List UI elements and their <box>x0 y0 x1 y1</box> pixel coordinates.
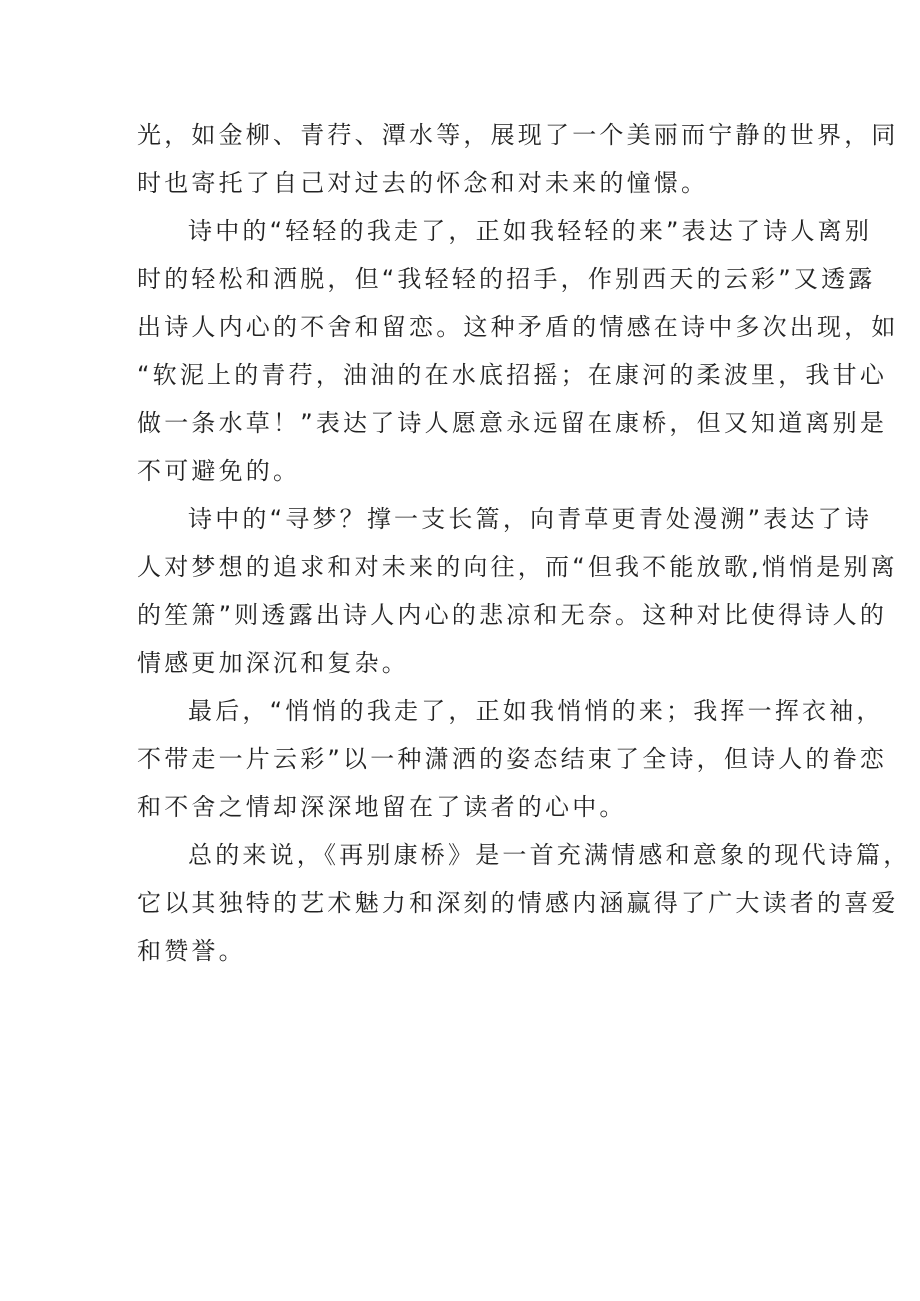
body-text <box>137 111 911 975</box>
text-line: 不可避免的。 <box>137 457 301 485</box>
paragraph-1 <box>137 111 899 207</box>
text-line: 不带走一片云彩”以一种潇洒的姿态结束了全诗，但诗人的眷恋 <box>137 745 888 773</box>
text-line: 的笙箫”则透露出诗人内心的悲凉和无奈。这种对比使得诗人的 <box>137 601 888 629</box>
text-line: 时也寄托了自己对过去的怀念和对未来的憧憬。 <box>137 169 709 197</box>
text-line: 情感更加深沉和复杂。 <box>137 649 409 677</box>
text-line: 总的来说，《再别康桥》是一首充满情感和意象的现代诗篇， <box>188 841 911 869</box>
text-line: 人对梦想的追求和对未来的向往，而“但我不能放歌,悄悄是别离 <box>137 553 898 581</box>
text-line: 时的轻松和洒脱，但“我轻轻的招手，作别西天的云彩”又透露 <box>137 265 876 293</box>
text-line: 和赞誉。 <box>137 937 246 965</box>
text-line: 诗中的“寻梦？撑一支长篙，向青草更青处漫溯”表达了诗 <box>188 505 873 533</box>
text-line: “软泥上的青荇，油油的在水底招摇；在康河的柔波里，我甘心 <box>137 361 888 389</box>
text-line: 它以其独特的艺术魅力和深刻的情感内涵赢得了广大读者的喜爱 <box>137 889 899 917</box>
text-line: 做一条水草！”表达了诗人愿意永远留在康桥，但又知道离别是 <box>137 409 888 437</box>
text-line: 光，如金柳、青荇、潭水等，展现了一个美丽而宁静的世界，同 <box>137 121 899 149</box>
paragraph-4 <box>137 687 888 831</box>
paragraph-3 <box>137 495 898 687</box>
text-line: 最后，“悄悄的我走了，正如我悄悄的来；我挥一挥衣袖， <box>188 697 884 725</box>
text-line: 和不舍之情却深深地留在了读者的心中。 <box>137 793 627 821</box>
text-line: 诗中的“轻轻的我走了，正如我轻轻的来”表达了诗人离别 <box>188 217 873 245</box>
paragraph-5 <box>137 831 911 975</box>
paragraph-2 <box>137 207 899 495</box>
text-line: 出诗人内心的不舍和留恋。这种矛盾的情感在诗中多次出现，如 <box>137 313 899 341</box>
